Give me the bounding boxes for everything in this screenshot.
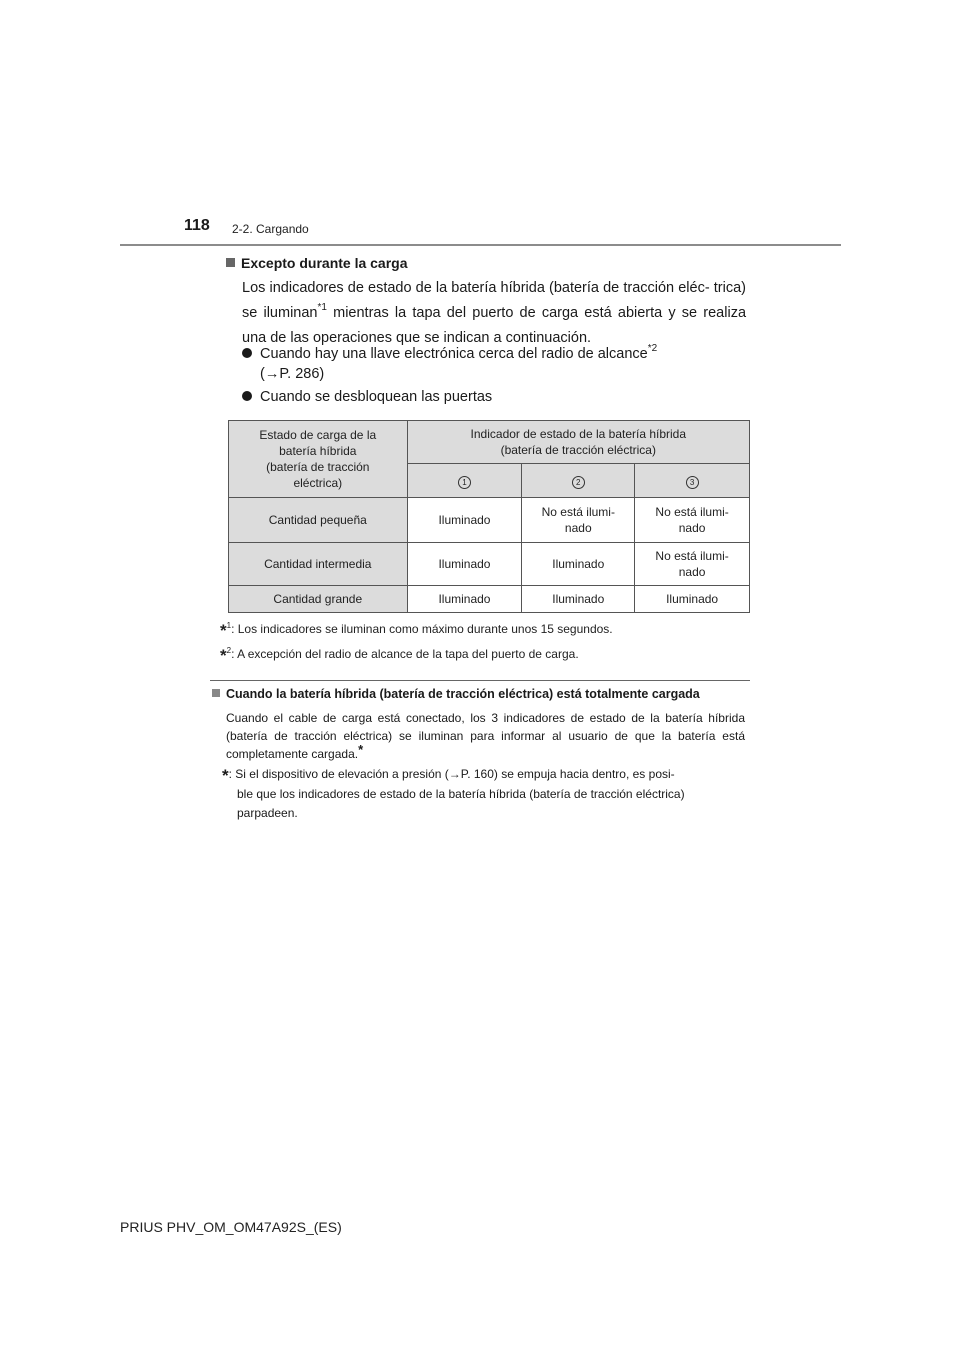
fully-charged-paragraph bbox=[226, 709, 745, 763]
table-cell: Iluminado bbox=[407, 498, 522, 543]
row-label: Cantidad intermedia bbox=[229, 543, 408, 586]
section-title: 2-2. Cargando bbox=[232, 222, 309, 236]
section-divider bbox=[210, 680, 750, 681]
footnote-2: *$^2$: A excepción del radio de alcance de la tapa del puerto de carga. bbox=[220, 646, 579, 665]
intro-paragraph bbox=[242, 276, 746, 351]
table-cell: Iluminado bbox=[407, 543, 522, 586]
footnote-ref-2: *2 bbox=[647, 343, 658, 354]
bullet-dot-icon bbox=[242, 391, 252, 401]
bullet-item bbox=[242, 386, 492, 408]
row-label: Cantidad grande bbox=[229, 586, 408, 613]
paragraph-text: Cuando el cable de carga está conectado, los 3 indicadores de estado de la batería híbrida (batería de tracción eléctrica) se iluminan para informar al usuario de que la batería está completamente cargada. bbox=[226, 711, 745, 761]
table-cell: Iluminado bbox=[522, 586, 635, 613]
table-cell: Iluminado bbox=[522, 543, 635, 586]
indicator-number bbox=[635, 464, 750, 498]
document-footer: PRIUS PHV_OM_OM47A92S_(ES) bbox=[120, 1219, 342, 1235]
indicator-number bbox=[407, 464, 522, 498]
table-row bbox=[229, 498, 750, 543]
indicator-number bbox=[522, 464, 635, 498]
footnote-ref-3: * bbox=[358, 742, 364, 757]
footnote-ref-1: *1 bbox=[317, 302, 327, 313]
bullet-item bbox=[242, 343, 657, 365]
table-cell: No está ilumi- nado bbox=[522, 498, 635, 543]
table-row bbox=[229, 586, 750, 613]
paragraph-text-1: Los indicadores de estado de la batería híbrida (batería de tracción eléc- trica) se iluminan bbox=[242, 280, 746, 321]
circled-number-icon: 3 bbox=[686, 476, 699, 489]
table-cell: Iluminado bbox=[635, 586, 750, 613]
heading-text: Cuando la batería híbrida (batería de tracción eléctrica) está totalmente cargada bbox=[226, 687, 700, 701]
table-header-indicator: Indicador de estado de la batería híbrida (batería de tracción eléctrica) bbox=[407, 421, 749, 464]
table-header-charge-state: Estado de carga de la batería híbrida (batería de tracción eléctrica) bbox=[229, 421, 408, 498]
row-label: Cantidad pequeña bbox=[229, 498, 408, 543]
footnote-1: *$^1$: Los indicadores se iluminan como máximo durante unos 15 segundos. bbox=[220, 621, 613, 640]
square-bullet-icon bbox=[226, 258, 235, 267]
square-bullet-icon bbox=[212, 689, 220, 697]
paragraph-text-2: mientras la tapa del puerto de carga está abierta y se realiza una de las operaciones que se indican a continuación. bbox=[242, 305, 747, 346]
heading-text: Excepto durante la carga bbox=[241, 255, 408, 271]
circled-number-icon: 2 bbox=[572, 476, 585, 489]
heading-except-charging bbox=[226, 255, 408, 271]
page-reference-link[interactable]: (→P. 286) bbox=[260, 366, 325, 382]
page-number: 118 bbox=[184, 217, 210, 234]
indicator-status-table bbox=[228, 420, 750, 613]
bullet-dot-icon bbox=[242, 348, 252, 358]
table-cell: No está ilumi- nado bbox=[635, 543, 750, 586]
heading-fully-charged bbox=[212, 687, 700, 701]
table-row bbox=[229, 543, 750, 586]
circled-number-icon: 1 bbox=[458, 476, 471, 489]
footnote-3: *: Si el dispositivo de elevación a presión (→P. 160) se empuja hacia dentro, es posi- ble que los indicadores de estado de la batería híbrida (batería de tracción eléctrica) parpadeen. bbox=[222, 766, 685, 820]
table-cell: Iluminado bbox=[407, 586, 522, 613]
bullet-text: Cuando hay una llave electrónica cerca del radio de alcance bbox=[260, 346, 648, 362]
header-divider bbox=[120, 244, 841, 246]
table-cell: No está ilumi- nado bbox=[635, 498, 750, 543]
bullet-text: Cuando se desbloquean las puertas bbox=[260, 389, 493, 405]
